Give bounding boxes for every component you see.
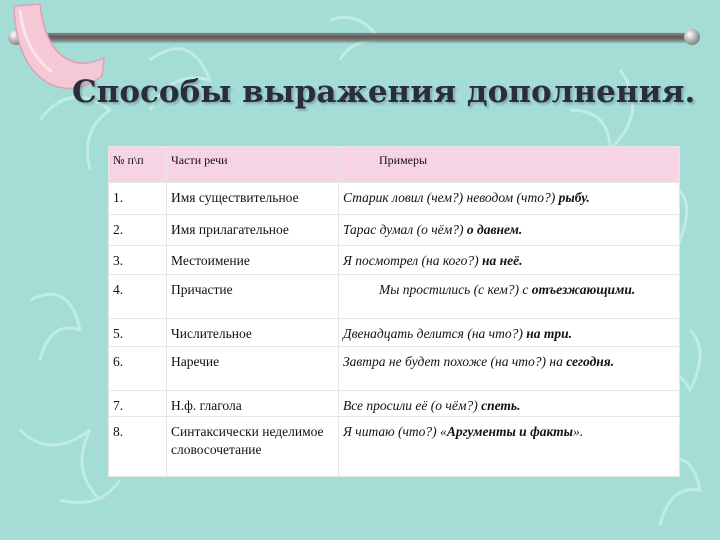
title-decoration-bar (14, 33, 694, 41)
example-text: Двенадцать делится (на что?) (343, 326, 527, 341)
cell-part: Числительное (167, 319, 339, 347)
page-title: Способы выражения дополнения. (72, 74, 696, 110)
table-row (109, 417, 680, 477)
cell-part: Синтаксически неделимое словосочетание (167, 417, 339, 477)
table-row (109, 246, 680, 275)
table-row (109, 347, 680, 391)
example-text: Тарас думал (о чём?) (343, 222, 467, 237)
cell-part: Н.ф. глагола (167, 391, 339, 417)
cell-example (339, 417, 680, 477)
data-table (108, 146, 680, 477)
example-bold-text: о давнем. (466, 222, 523, 237)
table-row (109, 319, 680, 347)
example-text: Старик ловил (чем?) неводом (что?) (343, 190, 559, 205)
cell-part: Наречие (167, 347, 339, 391)
cell-example (339, 275, 680, 319)
cell-num: 3. (109, 246, 167, 275)
cell-example (339, 246, 680, 275)
header-example: Примеры (339, 147, 680, 183)
cell-num: 8. (109, 417, 167, 477)
cell-example (339, 347, 680, 391)
cell-part: Причастие (167, 275, 339, 319)
example-tail-text: ». (573, 424, 584, 439)
table-row (109, 391, 680, 417)
cell-num: 4. (109, 275, 167, 319)
example-text: Мы простились (с кем?) с (379, 282, 532, 297)
cell-example (339, 215, 680, 246)
cell-num: 7. (109, 391, 167, 417)
cell-part: Имя прилагательное (167, 215, 339, 246)
cell-example (339, 391, 680, 417)
cell-num: 2. (109, 215, 167, 246)
example-bold-text: сегодня. (566, 354, 615, 369)
table-row (109, 183, 680, 215)
cell-example (339, 183, 680, 215)
example-text: Я читаю (что?) « (343, 424, 447, 439)
cell-num: 5. (109, 319, 167, 347)
cell-num: 6. (109, 347, 167, 391)
example-bold-text: на три. (526, 326, 572, 341)
table-row (109, 275, 680, 319)
cell-part: Имя существительное (167, 183, 339, 215)
table-row (109, 215, 680, 246)
example-text: Завтра не будет похоже (на что?) на (343, 354, 567, 369)
example-bold-text: Аргументы и факты (446, 424, 574, 439)
example-bold-text: спеть. (481, 398, 521, 413)
example-bold-text: отъезжающими. (531, 282, 636, 297)
example-bold-text: на неё. (482, 253, 523, 268)
example-text: Все просили её (о чём?) (343, 398, 482, 413)
header-num: № п\п (109, 147, 167, 183)
example-text: Я посмотрел (на кого?) (343, 253, 483, 268)
bar-right-cap (684, 29, 700, 45)
header-part: Части речи (167, 147, 339, 183)
cell-num: 1. (109, 183, 167, 215)
cell-example (339, 319, 680, 347)
example-bold-text: рыбу. (558, 190, 590, 205)
cell-part: Местоимение (167, 246, 339, 275)
table-header-row (109, 147, 680, 183)
